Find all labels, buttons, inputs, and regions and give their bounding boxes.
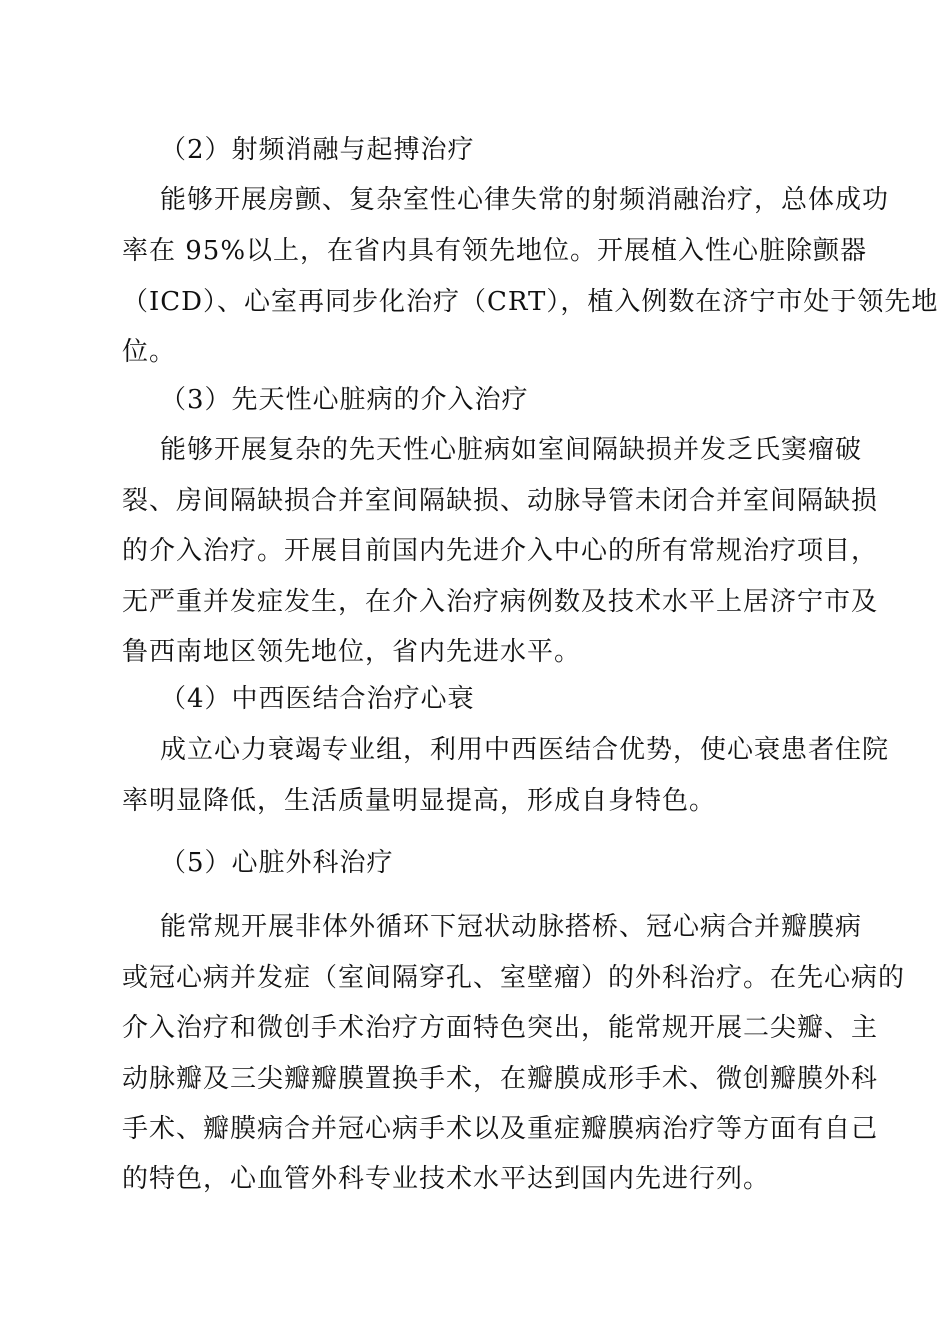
- paragraph-line: 能够开展房颤、复杂室性心律失常的射频消融治疗，总体成功: [160, 185, 890, 215]
- section-heading-2: （2）射频消融与起搏治疗: [160, 135, 475, 165]
- paragraph-line: 率在 95%以上，在省内具有领先地位。开展植入性心脏除颤器: [122, 236, 868, 266]
- paragraph-line: 成立心力衰竭专业组，利用中西医结合优势，使心衰患者住院: [160, 735, 890, 765]
- paragraph-line: 或冠心病并发症（室间隔穿孔、室壁瘤）的外科治疗。在先心病的: [122, 963, 906, 993]
- paragraph-line: 的介入治疗。开展目前国内先进介入中心的所有常规治疗项目，: [122, 536, 879, 566]
- section-heading-4: （4）中西医结合治疗心衰: [160, 684, 475, 714]
- paragraph-line: 手术、瓣膜病合并冠心病手术以及重症瓣膜病治疗等方面有自己: [122, 1114, 879, 1144]
- paragraph-line: 动脉瓣及三尖瓣瓣膜置换手术，在瓣膜成形手术、微创瓣膜外科: [122, 1064, 879, 1094]
- paragraph-line: （ICD）、心室再同步化治疗（CRT），植入例数在济宁市处于领先地: [122, 287, 939, 317]
- paragraph-line: 无严重并发症发生，在介入治疗病例数及技术水平上居济宁市及: [122, 587, 879, 617]
- paragraph-line: 介入治疗和微创手术治疗方面特色突出，能常规开展二尖瓣、主: [122, 1013, 879, 1043]
- paragraph-line: 鲁西南地区领先地位，省内先进水平。: [122, 637, 582, 667]
- paragraph-line: 裂、房间隔缺损合并室间隔缺损、动脉导管未闭合并室间隔缺损: [122, 486, 879, 516]
- section-heading-3: （3）先天性心脏病的介入治疗: [160, 385, 529, 415]
- paragraph-line: 率明显降低，生活质量明显提高，形成自身特色。: [122, 786, 717, 816]
- paragraph-line: 能常规开展非体外循环下冠状动脉搭桥、冠心病合并瓣膜病: [160, 912, 863, 942]
- paragraph-line: 位。: [122, 337, 177, 367]
- paragraph-line: 能够开展复杂的先天性心脏病如室间隔缺损并发乏氏窦瘤破: [160, 435, 863, 465]
- section-heading-5: （5）心脏外科治疗: [160, 848, 394, 878]
- paragraph-line: 的特色，心血管外科专业技术水平达到国内先进行列。: [122, 1164, 771, 1194]
